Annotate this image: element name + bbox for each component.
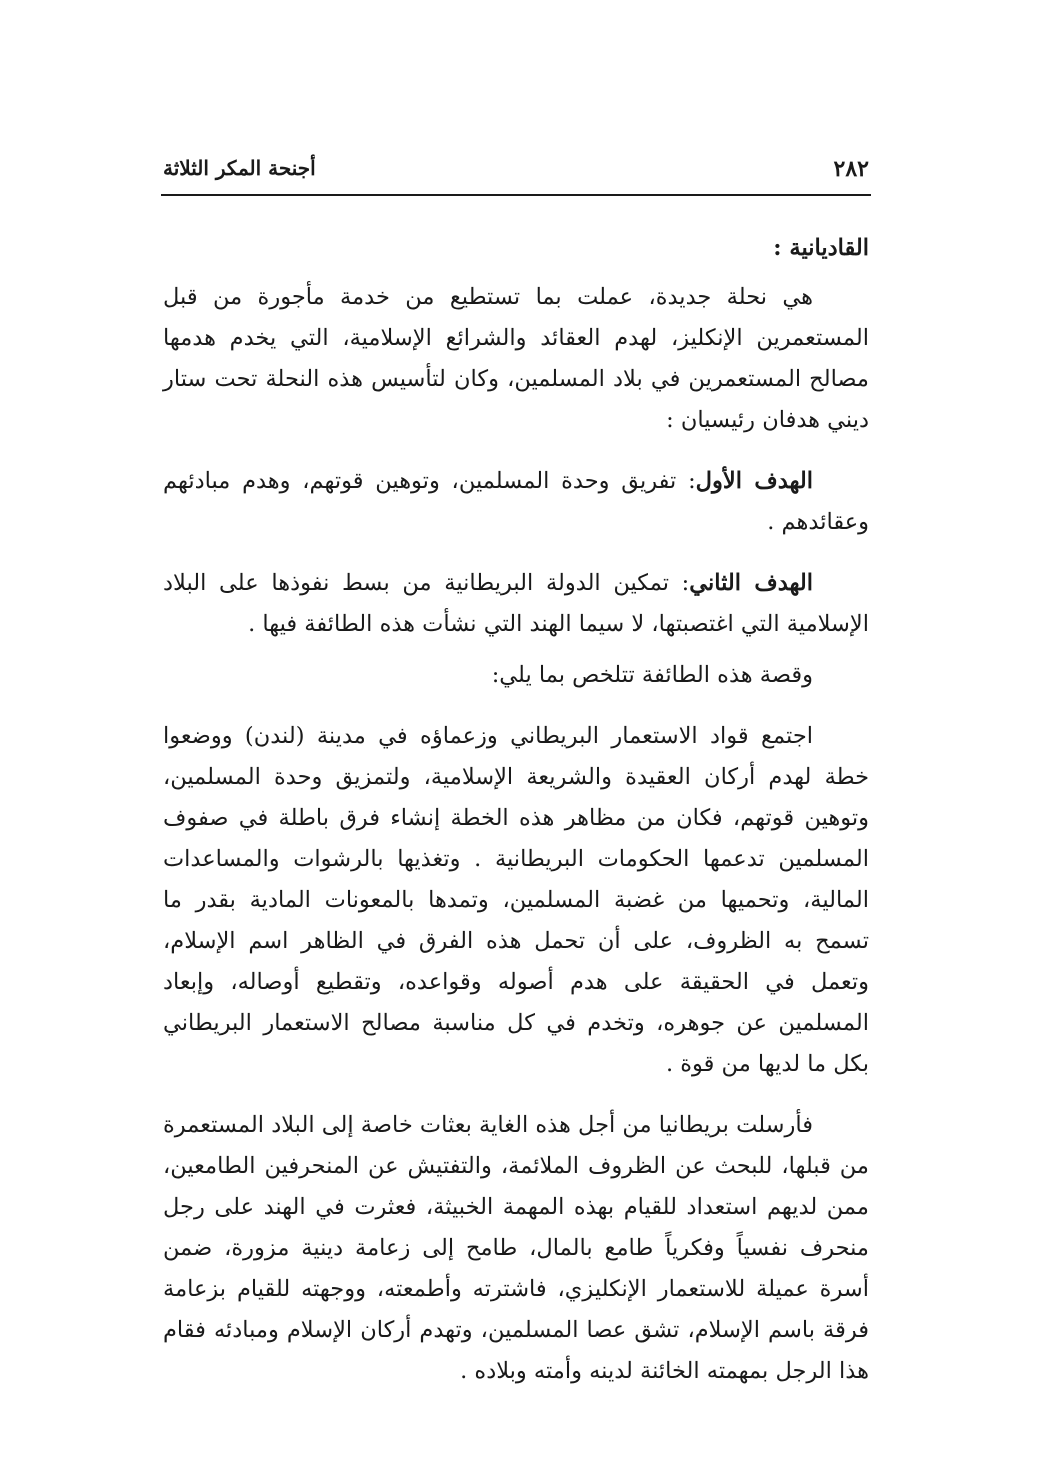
header-divider (161, 194, 871, 196)
page-header (163, 150, 869, 190)
page-number: ٢٨٢ (833, 156, 869, 182)
goal-one-text: : تفريق وحدة المسلمين، وتوهين قوتهم، وهدم مبادئهم وعقائدهم . (163, 468, 869, 535)
intro-paragraph: هي نحلة جديدة، عملت بما تستطيع من خدمة مأجورة من قبل المستعمرين الإنكليز، لهدم العقائد والشرائع الإسلامية، التي يخدم هدمها مصالح المستعمرين في بلاد المسلمين، وكان لتأسيس هذه النحلة تحت ستار ديني هدفان رئيسيان : (163, 284, 869, 433)
story-intro-paragraph: وقصة هذه الطائفة تتلخص بما يلي: (491, 662, 813, 688)
goal-two-label: الهدف الثاني (689, 570, 813, 596)
story-paragraph-one: اجتمع قواد الاستعمار البريطاني وزعماؤه في مدينة (لندن) ووضعوا خطة لهدم أركان العقيدة والشريعة الإسلامية، ولتمزيق وحدة المسلمين، وتوهين قوتهم، فكان من مظاهر هذه الخطة إنشاء فرق باطلة في صفوف المسلمين تدعمها الحكومات البريطانية . وتغذيها بالرشوات والمساعدات المالية، وتحميها من غضبة المسلمين، وتمدها بالمعونات المادية بقدر ما تسمح به الظروف، على أن تحمل هذه الفرق في الظاهر اسم الإسلام، وتعمل في الحقيقة على هدم أصوله وقواعده، وتقطيع أوصاله، وإبعاد المسلمين عن جوهره، وتخدم في كل مناسبة مصالح الاستعمار البريطاني بكل ما لديها من قوة . (163, 723, 869, 1077)
story-paragraph-two: فأرسلت بريطانيا من أجل هذه الغاية بعثات خاصة إلى البلاد المستعمرة من قبلها، للبحث عن الظروف الملائمة، والتفتيش عن المنحرفين الطامعين، ممن لديهم استعداد للقيام بهذه المهمة الخبيثة، فعثرت في الهند على رجل منحرف نفسياً وفكرياً طامع بالمال، طامح إلى زعامة دينية مزورة، ضمن أسرة عميلة للاستعمار الإنكليزي، فاشترته وأطمعته، ووجهته للقيام بزعامة فرقة باسم الإسلام، تشق عصا المسلمين، وتهدم أركان الإسلام ومبادئه فقام هذا الرجل بمهمته الخائنة لدينه وأمته وبلاده . (163, 1112, 869, 1384)
goal-two-paragraph (163, 563, 869, 645)
goal-two-text: : تمكين الدولة البريطانية من بسط نفوذها على البلاد الإسلامية التي اغتصبتها، لا سيما الهند التي نشأت هذه الطائفة فيها . (163, 570, 869, 637)
goal-one-label: الهدف الأول (695, 468, 813, 494)
page-body (163, 228, 869, 1392)
book-title: أجنحة المكر الثلاثة (163, 156, 316, 180)
section-heading: القاديانية : (773, 235, 869, 261)
goal-one-paragraph (163, 461, 869, 543)
